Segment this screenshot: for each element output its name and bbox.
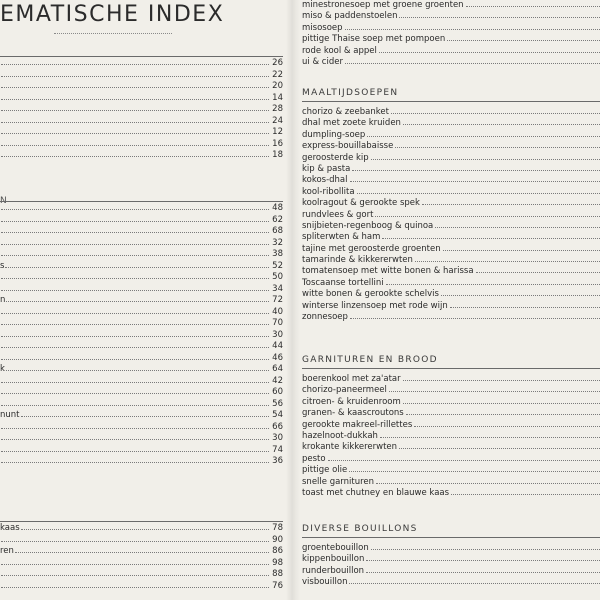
- index-entry: [302, 441, 600, 452]
- dot-leader: [15, 545, 269, 553]
- entry-label: kip & pasta: [302, 163, 351, 174]
- index-entry: [302, 243, 600, 254]
- dot-leader: [415, 254, 600, 262]
- left-group-2: [0, 201, 283, 467]
- dot-leader: [1, 432, 269, 440]
- entry-label: n: [0, 295, 6, 305]
- page-number: 34: [272, 283, 283, 294]
- dot-leader: [441, 288, 600, 296]
- index-entry: [302, 117, 600, 128]
- dot-leader: [1, 69, 269, 77]
- dot-leader: [380, 430, 600, 438]
- page-number: 46: [272, 352, 283, 363]
- entry-label: s: [0, 260, 5, 271]
- index-entry: [0, 317, 283, 329]
- index-entry: [0, 545, 283, 557]
- index-entry: [0, 329, 283, 341]
- dot-leader: [1, 534, 269, 542]
- dot-leader: [349, 576, 600, 584]
- page-number: 66: [272, 421, 283, 432]
- index-entry: [302, 56, 600, 67]
- dot-leader: [406, 407, 600, 415]
- book-gutter: [286, 0, 300, 600]
- dot-leader: [476, 265, 600, 273]
- dot-leader: [5, 260, 269, 268]
- page-number: 78: [272, 523, 283, 533]
- entry-label: misosoep: [302, 22, 343, 33]
- index-entry: [302, 163, 600, 174]
- page-number: 88: [272, 569, 283, 579]
- dot-leader: [357, 186, 600, 194]
- dot-leader: [447, 33, 600, 41]
- dot-leader: [1, 444, 269, 452]
- entry-label: dhal met zoete kruiden: [302, 118, 401, 129]
- dot-leader: [6, 363, 269, 371]
- page-number: 98: [272, 557, 283, 568]
- index-entry: [302, 209, 600, 220]
- dot-leader: [414, 419, 600, 427]
- index-entry: [0, 432, 283, 444]
- index-entry: [0, 248, 283, 260]
- index-entry: [0, 57, 283, 69]
- page-number: 32: [272, 237, 283, 248]
- index-entry: [302, 152, 600, 163]
- entry-label: miso & paddenstoelen: [302, 11, 398, 22]
- dot-leader: [21, 409, 270, 417]
- entry-label: winterse linzensoep met rode wijn: [302, 300, 448, 311]
- page-number: 60: [272, 387, 283, 397]
- index-entry: [0, 237, 283, 249]
- entry-label: geroosterde kip: [302, 152, 369, 163]
- page-number: 74: [272, 444, 283, 455]
- page-number: 16: [272, 138, 283, 149]
- index-entry: [302, 10, 600, 21]
- entry-label: rundvlees & gort: [302, 209, 374, 220]
- index-entry: [302, 45, 600, 56]
- dot-leader: [375, 209, 600, 217]
- page-number: 48: [272, 203, 283, 213]
- index-entry: [302, 22, 600, 33]
- dot-leader: [328, 453, 600, 461]
- page-number: 54: [272, 410, 283, 420]
- page-number: 62: [272, 214, 283, 225]
- index-entry: [302, 476, 600, 487]
- index-entry: [0, 126, 283, 138]
- section-heading-fragment: N: [0, 196, 8, 206]
- entry-label: koolragout & gerookte spek: [302, 198, 420, 209]
- dot-leader: [403, 396, 600, 404]
- page-number: 42: [272, 375, 283, 386]
- section-heading: MAALTIJDSOEPEN: [302, 88, 600, 102]
- section-heading: DIVERSE BOUILLONS: [302, 524, 600, 538]
- page-number: 52: [272, 260, 283, 271]
- section-diverse-bouillons: [302, 524, 600, 588]
- dot-leader: [1, 329, 269, 337]
- entry-label: citroen- & kruidenroom: [302, 396, 401, 407]
- dot-leader: [1, 57, 269, 65]
- dot-leader: [350, 174, 600, 182]
- dot-leader: [1, 283, 269, 291]
- dot-leader: [399, 10, 600, 18]
- dot-leader: [450, 300, 600, 308]
- page-number: 28: [272, 104, 283, 114]
- dot-leader: [1, 352, 269, 360]
- page-number: 86: [272, 546, 283, 556]
- index-entry: [0, 340, 283, 352]
- index-entry: [0, 352, 283, 364]
- index-entry: [0, 444, 283, 456]
- section-heading: GARNITUREN EN BROOD: [302, 355, 600, 369]
- left-group-1-list: [0, 57, 283, 161]
- page-number: 20: [272, 81, 283, 91]
- entry-label: toast met chutney en blauwe kaas: [302, 487, 450, 498]
- dot-leader: [21, 522, 269, 530]
- dot-leader: [345, 56, 600, 64]
- dot-leader: [466, 0, 600, 7]
- entry-label: kaas: [0, 523, 20, 533]
- dot-leader: [6, 294, 269, 302]
- page-number: 22: [272, 69, 283, 80]
- index-entry: [302, 576, 600, 587]
- index-entry: [302, 407, 600, 418]
- index-entry: [302, 174, 600, 185]
- index-entry: [0, 398, 283, 410]
- entry-label: k: [0, 364, 5, 374]
- dot-leader: [1, 237, 269, 245]
- left-group-2-list: [0, 202, 283, 467]
- entry-label: pesto: [302, 453, 326, 464]
- dot-leader: [1, 80, 269, 88]
- index-entry: [302, 373, 600, 384]
- title-dotted-rule: [54, 33, 172, 34]
- page-number: 44: [272, 341, 283, 351]
- dot-leader: [1, 386, 269, 394]
- dot-leader: [389, 384, 600, 392]
- dot-leader: [1, 202, 269, 210]
- page-number: 70: [272, 318, 283, 328]
- page-number: 26: [272, 58, 283, 68]
- page-number: 12: [272, 127, 283, 137]
- dot-leader: [1, 103, 269, 111]
- page-number: 56: [272, 398, 283, 409]
- dot-leader: [382, 231, 600, 239]
- index-entry: [0, 306, 283, 318]
- index-entry: [0, 455, 283, 467]
- index-entry: [0, 557, 283, 569]
- section-maaltijdsoepen: [302, 88, 600, 322]
- entry-label: tomatensoep met witte bonen & harissa: [302, 266, 474, 277]
- dot-leader: [349, 464, 600, 472]
- index-entry: [302, 542, 600, 553]
- dot-leader: [352, 163, 600, 171]
- entry-label: granen- & kaascroutons: [302, 408, 404, 419]
- index-entry: [302, 220, 600, 231]
- index-entry: [302, 288, 600, 299]
- index-entry: [0, 522, 283, 534]
- entry-label: gerookte makreel-rillettes: [302, 419, 413, 430]
- page-number: 18: [272, 150, 283, 160]
- entry-label: witte bonen & gerookte schelvis: [302, 289, 439, 300]
- dot-leader: [391, 106, 600, 114]
- dot-leader: [1, 421, 269, 429]
- entry-label: snelle garnituren: [302, 476, 375, 487]
- entry-label: boerenkool met za'atar: [302, 374, 401, 384]
- index-entry: [0, 375, 283, 387]
- index-entry: [302, 231, 600, 242]
- index-entry: [0, 115, 283, 127]
- index-entry: [302, 300, 600, 311]
- index-entry: [0, 294, 283, 306]
- dot-leader: [371, 152, 600, 160]
- page-number: 14: [272, 92, 283, 103]
- right-top-list: [302, 0, 600, 67]
- entry-label: tajine met geroosterde groenten: [302, 243, 441, 254]
- dot-leader: [1, 317, 269, 325]
- index-entry: [0, 149, 283, 161]
- dot-leader: [371, 542, 600, 550]
- index-entry: [0, 260, 283, 272]
- dot-leader: [403, 373, 600, 381]
- entry-label: groentebouillon: [302, 543, 369, 553]
- entry-label: ui & cider: [302, 56, 343, 67]
- entry-label: visbouillon: [302, 577, 348, 588]
- entry-label: express-bouillabaisse: [302, 141, 394, 152]
- dot-leader: [1, 92, 269, 100]
- entry-label: pittige olie: [302, 465, 348, 476]
- index-entry: [302, 186, 600, 197]
- index-entry: [0, 568, 283, 580]
- left-group-1: [0, 56, 283, 161]
- index-entry: [302, 464, 600, 475]
- index-entry: [302, 129, 600, 140]
- dot-leader: [1, 398, 269, 406]
- page-number: 50: [272, 272, 283, 282]
- dot-leader: [379, 45, 600, 53]
- index-entry: [0, 580, 283, 592]
- index-entry: [302, 106, 600, 117]
- index-entry: [302, 277, 600, 288]
- dot-leader: [376, 476, 600, 484]
- entry-label: minestronesoep met groene groenten: [302, 0, 464, 10]
- page-number: 90: [272, 534, 283, 545]
- index-entry: [0, 103, 283, 115]
- entry-label: spliterwten & ham: [302, 232, 381, 243]
- entry-label: chorizo-paneermeel: [302, 385, 387, 396]
- dot-leader: [1, 306, 269, 314]
- dot-leader: [435, 220, 600, 228]
- index-entry: [302, 254, 600, 265]
- entry-label: Toscaanse tortellini: [302, 277, 384, 288]
- index-entry: [0, 138, 283, 150]
- dot-leader: [1, 271, 269, 279]
- entry-label: runderbouillon: [302, 565, 365, 576]
- dot-leader: [1, 340, 269, 348]
- entry-label: krokante kikkererwten: [302, 442, 398, 453]
- index-entry: [0, 421, 283, 433]
- dot-leader: [1, 115, 269, 123]
- entry-label: kool-ribollita: [302, 186, 355, 197]
- dot-leader: [1, 126, 269, 134]
- page-number: 38: [272, 249, 283, 259]
- dot-leader: [1, 149, 269, 157]
- dot-leader: [386, 277, 600, 285]
- index-entry: [302, 396, 600, 407]
- dot-leader: [345, 22, 600, 30]
- dot-leader: [1, 580, 269, 588]
- index-entry: [0, 534, 283, 546]
- index-entry: [0, 386, 283, 398]
- index-entry: [302, 384, 600, 395]
- entry-label: ren: [0, 546, 14, 556]
- dot-leader: [403, 117, 600, 125]
- left-group-3-list: [0, 522, 283, 591]
- page-number: 72: [272, 295, 283, 305]
- dot-leader: [366, 553, 600, 561]
- page-title: EMATISCHE INDEX: [0, 2, 225, 27]
- page-number: 30: [272, 329, 283, 340]
- dot-leader: [1, 375, 269, 383]
- entry-label: chorizo & zeebanket: [302, 107, 389, 117]
- entry-label: pittige Thaise soep met pompoen: [302, 34, 446, 45]
- page-number: 76: [272, 580, 283, 591]
- index-entry: [302, 430, 600, 441]
- index-entry: [302, 419, 600, 430]
- index-entry: [302, 33, 600, 44]
- dot-leader: [350, 311, 600, 319]
- page-number: 40: [272, 306, 283, 317]
- index-entry: [0, 283, 283, 295]
- index-entry: [302, 0, 600, 10]
- entry-label: dumpling-soep: [302, 129, 366, 140]
- dot-leader: [1, 214, 269, 222]
- entry-label: rode kool & appel: [302, 45, 377, 56]
- index-entry: [302, 487, 600, 498]
- entry-label: kippenbouillon: [302, 554, 365, 565]
- dot-leader: [451, 487, 600, 495]
- page-number: 36: [272, 456, 283, 466]
- dot-leader: [443, 243, 600, 251]
- dot-leader: [395, 140, 600, 148]
- page-number: 30: [272, 433, 283, 443]
- section-garnituren-en-brood: [302, 355, 600, 498]
- entry-label: hazelnoot-dukkah: [302, 430, 378, 441]
- dot-leader: [1, 557, 269, 565]
- dot-leader: [1, 225, 269, 233]
- dot-leader: [367, 129, 600, 137]
- page-number: 64: [272, 364, 283, 374]
- index-entry: [0, 409, 283, 421]
- index-entry: [0, 271, 283, 283]
- entry-label: snijbieten-regenboog & quinoa: [302, 220, 434, 231]
- index-entry: [302, 553, 600, 564]
- index-entry: [0, 80, 283, 92]
- index-entry: [0, 363, 283, 375]
- entry-label: nunt: [0, 410, 20, 420]
- dot-leader: [399, 441, 600, 449]
- page-number: 24: [272, 115, 283, 126]
- index-entry: [0, 92, 283, 104]
- index-entry: [302, 453, 600, 464]
- index-entry: [302, 140, 600, 151]
- left-group-3: [0, 521, 283, 591]
- entry-label: kokos-dhal: [302, 175, 348, 186]
- dot-leader: [1, 455, 269, 463]
- index-entry: [302, 197, 600, 208]
- index-entry: [0, 202, 283, 214]
- dot-leader: [1, 138, 269, 146]
- entry-label: tamarinde & kikkererwten: [302, 255, 413, 266]
- dot-leader: [422, 197, 600, 205]
- index-entry: [0, 69, 283, 81]
- entry-label: zonnesoep: [302, 312, 348, 323]
- index-entry: [302, 565, 600, 576]
- index-entry: [0, 225, 283, 237]
- index-entry: [302, 311, 600, 322]
- dot-leader: [366, 565, 600, 573]
- dot-leader: [1, 248, 269, 256]
- page-number: 68: [272, 226, 283, 236]
- dot-leader: [1, 568, 269, 576]
- index-entry: [302, 265, 600, 276]
- index-entry: [0, 214, 283, 226]
